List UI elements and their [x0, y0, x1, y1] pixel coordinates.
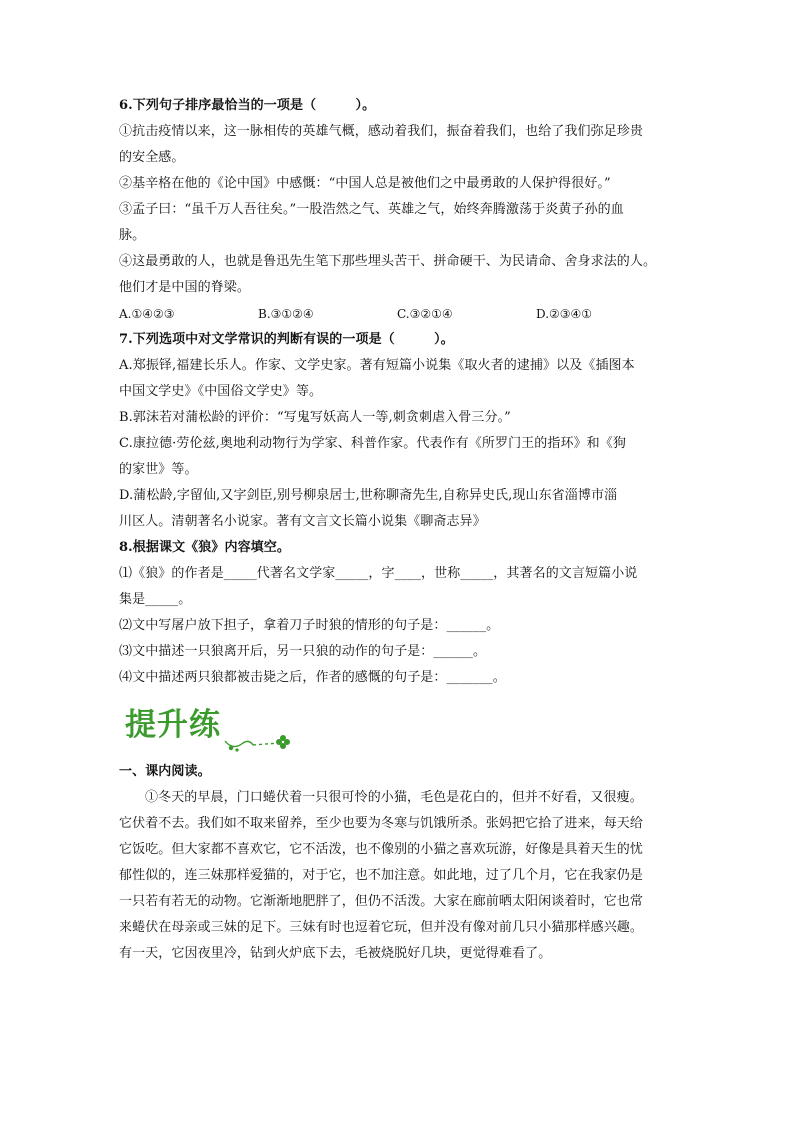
question-6-line: ①抗击疫情以来，这一脉相传的英雄气概，感动着我们，振奋着我们，也给了我们弥足珍贵	[119, 124, 644, 139]
question-6-options	[119, 301, 679, 327]
section-banner	[119, 697, 679, 759]
question-7-line: A.郑振铎,福建长乐人。作家、文学史家。著有短篇小说集《取火者的逮捕》以及《插图本	[119, 358, 635, 373]
question-6-line: ②基辛格在他的《论中国》中感慨：“中国人总是被他们之中最勇敢的人保护得很好。”	[119, 176, 611, 191]
option-a: A.①④②③	[119, 307, 175, 321]
worksheet-content	[119, 93, 679, 967]
question-7-line: D.蒲松龄,字留仙,又字剑臣,别号柳泉居士,世称聊斋先生,自称异史氏,现山东省淄博市淄	[119, 488, 618, 503]
question-8-line: ⑵文中写屠户放下担子，拿着刀子时狼的情形的句子是：______。	[119, 618, 500, 633]
question-8-title: 8.根据课文《狼》内容填空。	[119, 540, 290, 555]
option-c: C.③②①④	[397, 307, 453, 321]
passage-line: 来蜷伏在母亲或三妹的足下。三妹有时也逗着它玩，但并没有像对前几只小猫那样感兴趣。	[119, 920, 644, 935]
clover-vine-icon	[223, 721, 293, 755]
question-7-line: 川区人。清朝著名小说家。著有文言文长篇小说集《聊斋志异》	[119, 514, 486, 529]
question-8-line: 集是_____。	[119, 592, 192, 607]
section-1-title: 一、课内阅读。	[119, 764, 211, 779]
question-8-line: ⑴《狼》的作者是_____代著名文学家_____，字____，世称_____，其著名的文言短篇小说	[119, 566, 638, 581]
question-6-line: ③孟子曰：“虽千万人吾往矣。”一股浩然之气、英雄之气，始终奔腾激荡于炎黄子孙的血	[119, 202, 624, 217]
passage-line: 一只若有若无的动物。它渐渐地肥胖了，但仍不活泼。大家在廊前晒太阳闲谈着时，它也常	[119, 894, 644, 909]
question-6-line: ④这最勇敢的人，也就是鲁迅先生笔下那些埋头苦干、拼命硬干、为民请命、舍身求法的人。	[119, 254, 657, 269]
question-6-line: 的安全感。	[119, 150, 185, 165]
passage-line: ①冬天的早晨，门口蜷伏着一只很可怜的小猫，毛色是花白的，但并不好看，又很瘦。	[145, 790, 643, 805]
question-7-line: 中国文学史》《中国俗文学史》等。	[119, 384, 323, 399]
passage-line: 它伏着不去。我们如不取来留养，至少也要为冬寒与饥饿所杀。张妈把它拾了进来，每天给	[119, 816, 644, 831]
banner-title: 提升练	[125, 707, 221, 743]
question-6-line: 他们才是中国的脊梁。	[119, 280, 251, 295]
question-7-line: C.康拉德·劳伦兹,奥地利动物行为学家、科普作家。代表作有《所罗门王的指环》和《狗	[119, 436, 626, 451]
question-6-title: 6.下列句子排序最恰当的一项是（ ）。	[119, 98, 376, 113]
option-b: B.③①②④	[258, 307, 314, 321]
option-d: D.②③④①	[536, 307, 593, 321]
question-6-line: 脉。	[119, 228, 146, 243]
passage-line: 有一天，它因夜里冷，钻到火炉底下去，毛被烧脱好几块，更觉得难看了。	[119, 946, 552, 961]
question-7-line: 的家世》等。	[119, 462, 198, 477]
question-7-title: 7.下列选项中对文学常识的判断有误的一项是（ ）。	[119, 332, 454, 347]
question-8-line: ⑶文中描述一只狼离开后，另一只狼的动作的句子是：______。	[119, 644, 487, 659]
question-8-line: ⑷文中描述两只狼都被击毙之后，作者的感慨的句子是：_______。	[119, 670, 506, 685]
passage-line: 它饭吃。但大家都不喜欢它，它不活泼，也不像别的小猫之喜欢玩游，好像是具着天生的忧	[119, 842, 644, 857]
passage-line: 郁性似的，连三妹那样爱猫的，对于它，也不加注意。如此地，过了几个月，它在我家仍是	[119, 868, 644, 883]
question-7-line: B.郭沫若对蒲松龄的评价：“写鬼写妖高人一等,刺贪刺虐入骨三分。”	[119, 410, 511, 425]
